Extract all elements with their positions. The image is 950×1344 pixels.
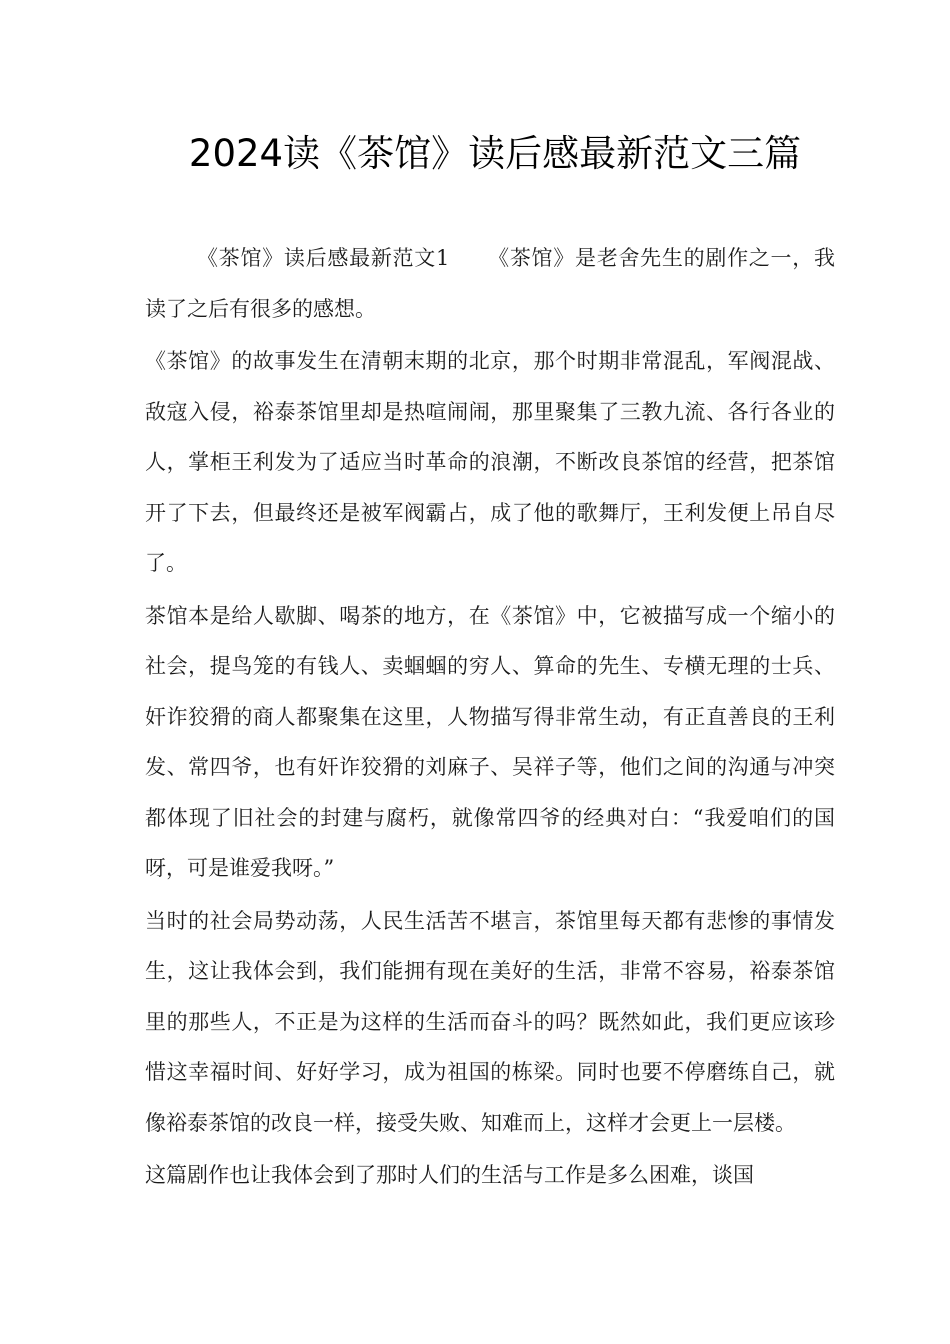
document-title: 2024读《茶馆》读后感最新范文三篇 bbox=[188, 132, 802, 175]
document-body bbox=[145, 233, 835, 1203]
paragraph: 《茶馆》的故事发生在清朝末期的北京，那个时期非常混乱，军阀混战、敌寇入侵，裕泰茶馆里却是热喧闹闹，那里聚集了三教九流、各行各业的人，掌柜王利发为了适应当时革命的浪潮，不断改良茶馆的经营，把茶馆开了下去，但最终还是被军阀霸占，成了他的歌舞厅，王利发便上吊自尽了。 bbox=[145, 349, 835, 575]
paragraph: 茶馆本是给人歇脚、喝茶的地方，在《茶馆》中，它被描写成一个缩小的社会，提鸟笼的有钱人、卖蝈蝈的穷人、算命的先生、专横无理的士兵、奸诈狡猾的商人都聚集在这里，人物描写得非常生动，有正直善良的王利发、常四爷，也有奸诈狡猾的刘麻子、吴祥子等，他们之间的沟通与冲突都体现了旧社会的封建与腐朽，就像常四爷的经典对白：“我爱咱们的国呀，可是谁爱我呀。” bbox=[145, 603, 835, 880]
intro-paragraph bbox=[145, 233, 835, 334]
paragraph: 这篇剧作也让我体会到了那时人们的生活与工作是多么困难，谈国 bbox=[145, 1163, 754, 1187]
intro-label: 《茶馆》读后感最新范文1 bbox=[197, 246, 450, 270]
paragraph: 当时的社会局势动荡，人民生活苦不堪言，茶馆里每天都有悲惨的事情发生，这让我体会到，我们能拥有现在美好的生活，非常不容易，裕泰茶馆里的那些人，不正是为这样的生活而奋斗的吗？既然如此，我们更应该珍惜这幸福时间、好好学习，成为祖国的栋梁。同时也要不停磨练自己，就像裕泰茶馆的改良一样，接受失败、知难而上，这样才会更上一层楼。 bbox=[145, 908, 835, 1135]
intro-text: 《茶馆》是老舍先生的剧作之一，我读了之后有很多的感想。 bbox=[145, 246, 835, 321]
